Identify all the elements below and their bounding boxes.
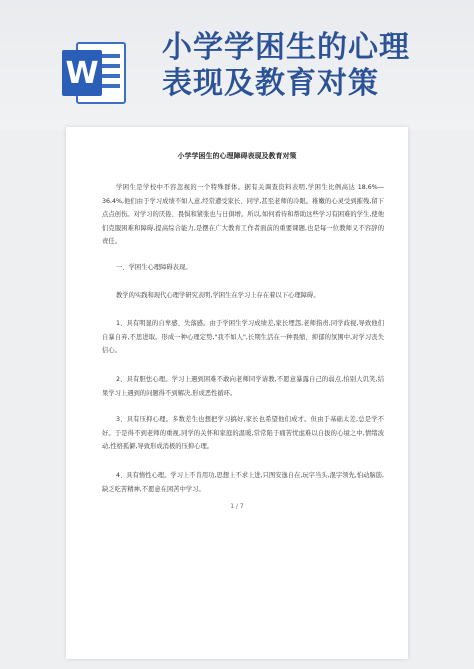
paragraph-point-3: 3、具有压抑心理。多数差生也想把学习搞好,家长也希望他们成才。但由于基础太差,总是学不好。于是得不到老师的重视,同学的关怀和家庭的温暖,常常陷于痛苦忧虑难以自拔的心境之中,情绪波动,性格孤僻,导致形成消极的压抑心理。	[102, 416, 384, 451]
document-page	[66, 127, 408, 659]
promo-banner	[0, 0, 474, 130]
page-number: 1 / 7	[230, 503, 244, 510]
document-title: 小学学困生的心理障碍表现及教育对策	[177, 152, 297, 160]
word-icon-letter: W	[62, 50, 102, 96]
paragraph-intro: 学困生是学校中不容忽视的一个特殊群体。据有关调查资料表明,学困生比例高达 18.6%—36.4%,他们由于学习成绩不如人意,经常遭受家长、同学,甚至老师的冷眼。稚嫩的心灵受到摧残,留下点点创伤。对学习的厌倦、畏惧和紧张也与日俱增。所以,如何看待和帮助这些学习有困难的学生,使他们克服困难和障碍,提高综合能力,是摆在广大教育工作者面前的重要课题,也是每一位教师义不容辞的责任。	[102, 184, 384, 246]
paragraph-point-2: 2、具有胆怯心理。学习上遇到困难不敢向老师同学请教,不愿意暴露自己的弱点,怕别人讥笑,结果学习上遇到的问题得不到解决,形成恶性循环。	[102, 376, 384, 397]
headline-line-2: 表现及教育对策	[162, 66, 379, 101]
paragraph-point-4: 4、具有惰性心理。学习上不肯用功,思想上不求上进,只图安逸自在,玩字当头,混字领先,怕动脑筋,缺乏吃苦精神,不愿意在困苦中学习。	[102, 472, 384, 493]
section-heading: 一、学困生心理障碍表现。	[116, 264, 192, 271]
paragraph-point-1: 1、具有明显的自卑感、失落感。由于学困生学习成绩差,家长埋怨,老师指责,同学歧视,导致他们自暴自弃,不思进取。形成一种心理定势,"我不如人",长期生活在一种畏缩、抑郁的氛围中,对学习丧失信心。	[102, 320, 384, 355]
banner-headline	[162, 30, 462, 102]
paragraph-section-intro: 教学的实践和现代心理学研究表明,学困生在学习上存在着以下心理障碍。	[116, 292, 320, 299]
headline-line-1: 小学学困生的心理	[162, 30, 410, 65]
word-document-icon	[62, 40, 128, 106]
